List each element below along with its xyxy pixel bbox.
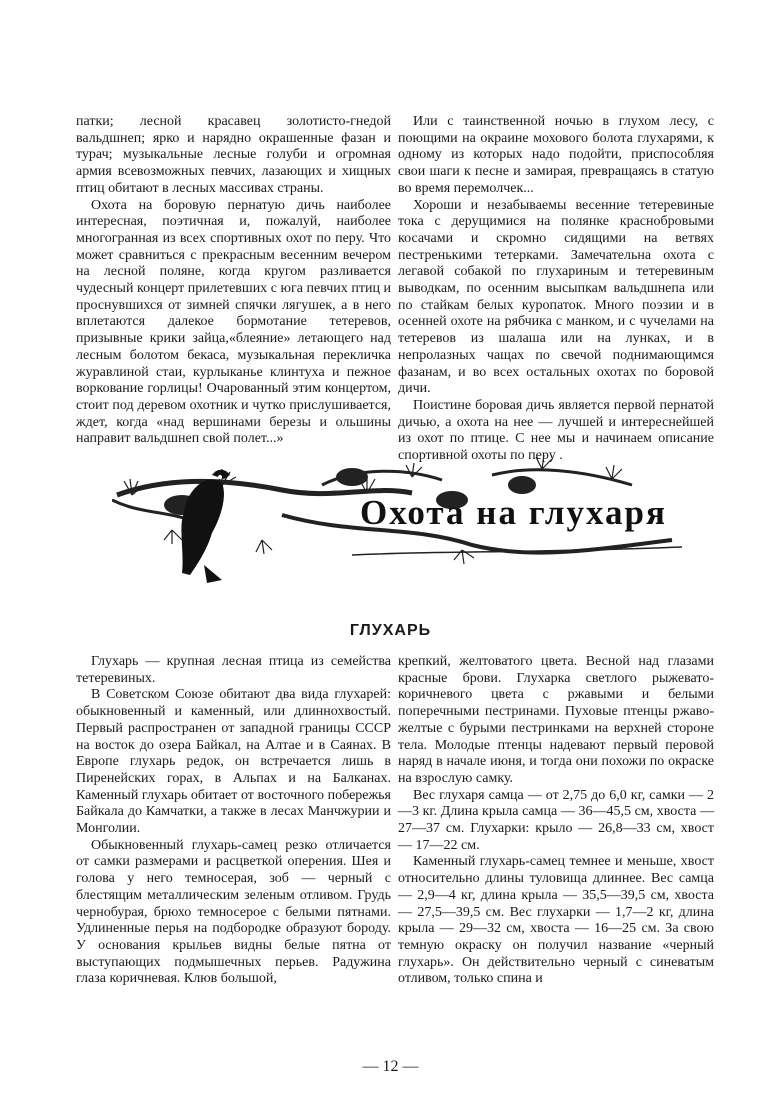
paragraph: патки; лесной красавец золотисто-гнедой вальдшнеп; ярко и нарядно окрашенные фазан и турач; музыкальные лесные голуби и огромная армия всевозможных певчих, лазающих и хищных птиц обитают в лесных массивах страны.: [76, 114, 391, 196]
page-number: — 12 —: [362, 1058, 419, 1075]
top-left-column: [76, 114, 391, 448]
paragraph: Поистине боровая дичь является первой пернатой дичью, а охота на нее — лучшей и интереснейшей из охот по птице. С нее мы и начинаем описание спортивной охоты по перу .: [398, 397, 714, 464]
paragraph: Или с таинственной ночью в глухом лесу, с поющими на окраине мохового болота глухарями, к одному из которых надо подойти, приспособляя свои шаги к песне и замирая, превращаясь в статую во время перемолчек...: [398, 114, 714, 196]
paragraph: В Советском Союзе обитают два вида глухарей: обыкновенный и каменный, или длиннохвостый. Первый распространен от западной границы СССР на восток до озера Байкал, на Алтае и в Саянах. В Европе глухарь редок, он встречается лишь в Пиренейских горах, в Альпах и на Балканах. Каменный глухарь обитает от восточного побережья Байкала до Камчатки, а также в лесах Манчжурии и Монголии.: [76, 687, 391, 837]
top-right-column: [398, 114, 714, 465]
paragraph: Хороши и незабываемы весенние тетеревиные тока с дерущимися на полянке краснобровыми косачами и скромно сидящими на ветвях пестренькими тетерками. Замечательна охота с легавой собакой по глухариным и тетеревиным выводкам, по осенним высыпкам вальдшнепа или по стайкам белых куропаток. Много поэзии и в осенней охоте на рябчика с манком, и с чучелами на тетеревов из шалаша или на лунках, и в непролазных чащах по свечой поднимающимся фазанам, и во всех остальных охотах по боровой дичи.: [398, 197, 714, 397]
bottom-right-column: [398, 654, 714, 988]
paragraph: Обыкновенный глухарь-самец резко отличается от самки размерами и расцветкой оперения. Шея и голова у него темносерая, зоб — черный с блестящим металлическим зеленым отливом. Грудь чернобурая, брюхо темносерое с белыми пятнами. Удлиненные перья на подбородке образуют бороду. У основания крыльев видны белые пятна от выступающих подмышечных перьев. Радужина глаза коричневая. Клюв большой,: [76, 837, 391, 987]
paragraph: крепкий, желтоватого цвета. Весной над глазами красные брови. Глухарка светлого рыжевато-коричневого цвета с ржавыми и белыми поперечными пестринами. Пуховые птенцы ржаво-желтые с бурыми пестринками на верхней стороне тела. Молодые птенцы надевают первый перовой наряд в начале июня, и тогда они похожи по окраске на взрослую самку.: [398, 654, 714, 786]
paragraph: Вес глухаря самца — от 2,75 до 6,0 кг, самки — 2—3 кг. Длина крыла самца — 36—45,5 см, хвоста — 27—37 см. Глухарки: крыло — 26,8—33 см, хвост — 17—22 см.: [398, 787, 714, 853]
paragraph: Каменный глухарь-самец темнее и меньше, хвост относительно длины туловища длиннее. Вес самца — 2,9—4 кг, длина крыла — 35,5—39,5 см, хвоста — 27,5—39,5 см. Вес глухарки — 1,7—2 кг, длина крыла — 29—32 см, хвоста — 16—25 см. За свою темную окраску он получил название «черный глухарь». Он действительно черный с синеватым отливом, только спина и: [398, 854, 714, 987]
paragraph: Охота на боровую пернатую дичь наиболее интересная, поэтичная и, пожалуй, наиболее многогранная из всех спортивных охот по перу. Что может сравниться с прекрасным весенним вечером на лесной поляне, когда кругом разливается чудесный концерт прилетевших с юга певчих птиц и проснувшихся от зимней спячки лягушек, а в него вплетаются далекое бормотание тетеревов, призывные крики зайца,«блеяние» летающего над лесным болотом бекаса, музыкальная перекличка журавлиной стаи, курлыканье клинтуха и пежное воркование горлицы! Очарованный этим концертом, стоит под деревом охотник и чутко прислушивается, ждет, когда «над вершинами березы и ольшины направит вальдшнеп свой полет...»: [76, 197, 391, 447]
paragraph: Глухарь — крупная лесная птица из семейства тетеревиных.: [76, 654, 391, 686]
bottom-left-column: [76, 654, 391, 988]
banner-title: Охота на глухаря: [360, 493, 667, 532]
section-heading: ГЛУХАРЬ: [349, 622, 432, 639]
